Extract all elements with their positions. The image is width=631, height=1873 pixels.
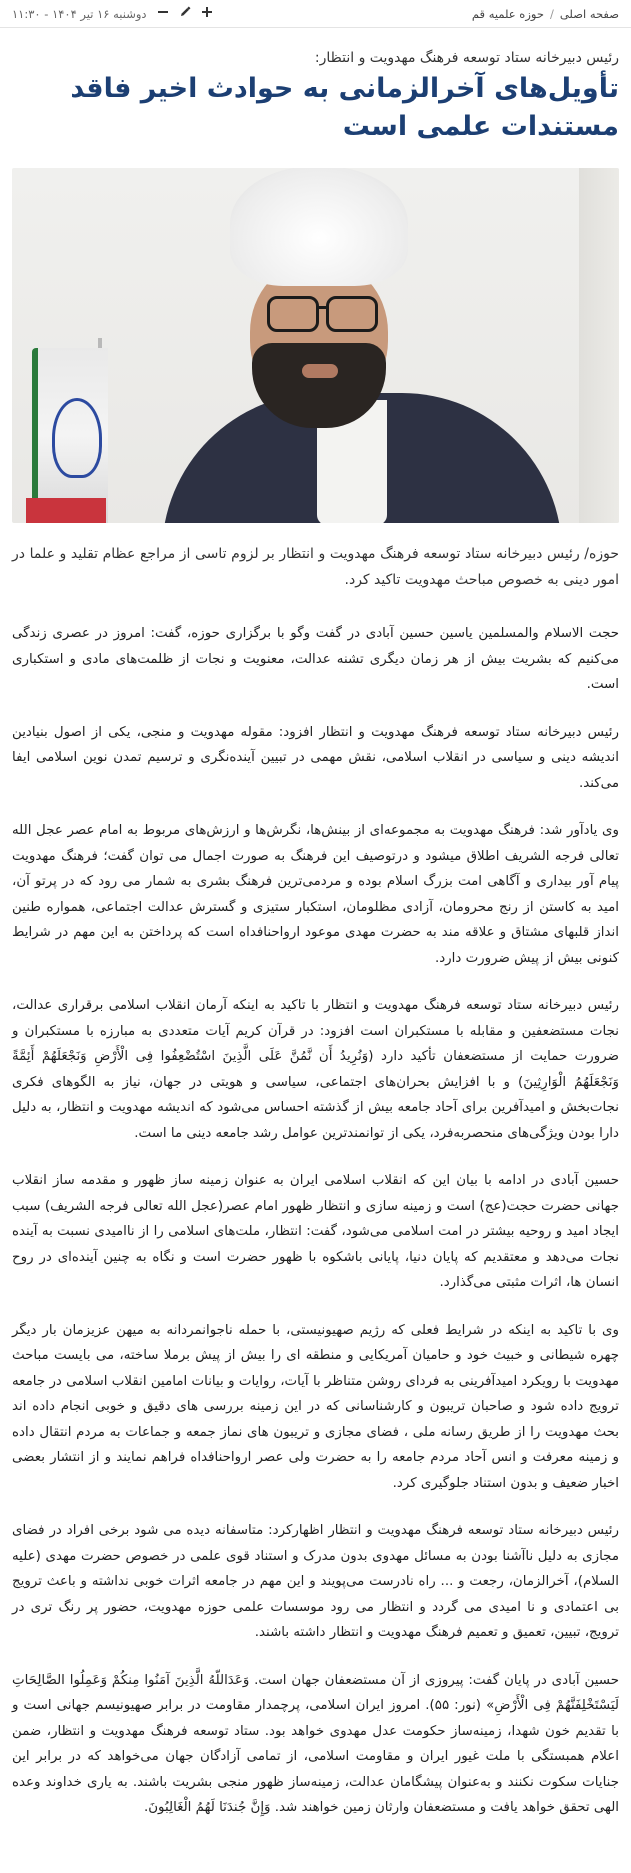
paragraph: حسین آبادی در ادامه با بیان این که انقلاب اسلامی ایران به عنوان زمینه ساز ظهور و مقدمه ساز انقلاب جهانی حضرت حجت(عج) است و زمینه سازی و انتظار ظهور امام عصر(عجل الله تعالی فرجه الشریف) سبب ایجاد امید و روحیه بیشتر در امت اسلامی می‌شود، گفت: انتظار، ملت‌های اسلامی را از ناامیدی نسبت به آینده نجات می‌دهد و معتقدیم که پایان دنیا، پایانی باشکوه با ظهور حضرت است و نگاه به چنین آینده‌ای در روح انسان ها، اثرات مثبتی می‌گذارد. [12, 1173, 619, 1290]
paragraph: رئیس دبیرخانه ستاد توسعه فرهنگ مهدویت و انتظار با تاکید به اینکه آرمان انقلاب اسلامی برقراری عدالت، نجات مستضعفین و مقابله با مستکبران است افزود: در قرآن کریم آیات متعددی به مبارزه با مستکبران و ضرورت حمایت از مستضعفان تأکید دارد (وَنُرِیدُ أَن نَّمُنَّ عَلَى الَّذِینَ اسْتُضْعِفُوا فِی الْأَرْضِ وَنَجْعَلَهُمْ أَئِمَّةً وَنَجْعَلَهُمُ الْوَارِثِینَ) و با افزایش بحران‌های اجتماعی، سیاسی و هویتی در جهان، نیاز به الگوهای فکری نجات‌بخش و امیدآفرین برای آحاد جامعه بیش از گذشته احساس می‌شود که اندیشه مهدویت و انتظار، به دلیل دارا بودن ویژگی‌های منحصربه‌فرد، یکی از توانمندترین عوامل رشد جامعه دینی ما است. [12, 998, 619, 1141]
breadcrumb-separator: / [549, 6, 554, 21]
article [0, 50, 631, 1821]
article-kicker: رئیس دبیرخانه ستاد توسعه فرهنگ مهدویت و انتظار: [314, 50, 619, 66]
article-lead: حوزه/ رئیس دبیرخانه ستاد توسعه فرهنگ مهدویت و انتظار بر لزوم تاسی از مراجع عظام تقلید و علما در امور دینی به خصوص مباحث مهدویت تاکید کرد. [12, 546, 619, 588]
paragraph: وی با تاکید به اینکه در شرایط فعلی که رژیم صهیونیستی، با حمله ناجوانمردانه به میهن عزیزمان بار دیگر چهره شیطانی و خبیث خود و حامیان آمریکایی و منطقه ای را بیش از پیش برملا ساخته، می بایست مباحث مهدویت با رویکرد امیدآفرینی به فردای روشن متناظر با آیات، روایات و بیانات امامین انقلاب اسلامی در جامعه ترویج داده شود و صاحبان تریبون و کارشناسانی که در این زمینه بررسی های دقیق و خوبی انجام داده اند بحث مهدویت را از طریق رسانه ملی ، فضای مجازی و تریبون های نماز جمعه و جماعات به مردم انتقال داده و زمینه معرفت و انس آحاد مردم جامعه را به حضرت ولی عصر ارواحنافداه فراهم نمایند و از انتشار بعضی اخبار ضعیف و بدون استناد جلوگیری کرد. [12, 1322, 619, 1491]
breadcrumb-home[interactable]: صفحه اصلی [559, 6, 619, 21]
plus-icon[interactable] [201, 6, 213, 22]
paragraph: رئیس دبیرخانه ستاد توسعه فرهنگ مهدویت و انتظار افزود: مقوله مهدویت و منجی، یکی از اصول بنیادین اندیشه دینی و سیاسی در انقلاب اسلامی، نقش مهمی در تبیین آینده‌نگری و ترسیم تمدن نوین اسلامی ایفا می‌کند. [12, 724, 619, 791]
article-title: تأویل‌های آخرالزمانی به حوادث اخیر فاقد مستندات علمی است [70, 73, 619, 142]
paragraph: حجت الاسلام والمسلمین یاسین حسین آبادی در گفت وگو با برگزاری حوزه، گفت: امروز در عصری زندگی می‌کنیم که بشریت بیش از هر زمان دیگری تشنه عدالت، معنویت و نجات از ظلمت‌های مادی و استکباری است. [12, 626, 619, 692]
paragraph: حسین آبادی در پایان گفت: پیروزی از آن مستضعفان جهان است. وَعَدَاللّهُ الَّذِینَ آمَنُوا مِنکُمْ وَعَمِلُوا الصَّالِحَاتِ لَیَسْتَخْلِفَنَّهُمْ فِی الْأَرْضِ» (نور: ۵۵). امروز ایران اسلامی، پرچمدار مقاومت در برابر صهیونیسم جهانی است و با تقدیم خون شهدا، زمینه‌ساز حکومت عدل مهدوی خواهد بود. ستاد توسعه فرهنگ مهدویت و انتظار، ضمن اعلام همبستگی با ملت غیور ایران و مقاومت اسلامی، از تمامی آزادگان جهان می‌خواهد که در برابر این جنایات سکوت نکنند و به‌عنوان پیشگامان عدالت، زمینه‌ساز ظهور منجی بشریت باشند. به یاری خداوند وعده الهی تحقق خواهد یافت و مستضعفان وارثان زمین خواهند شد. وَإِنَّ جُندَنَا لَهُمُ الْغَالِبُونَ. [12, 1672, 619, 1815]
publish-date: دوشنبه ۱۶ تیر ۱۴۰۴ - ۱۱:۳۰ [12, 6, 147, 21]
minus-icon[interactable] [157, 6, 169, 22]
breadcrumb-hawzeh-qom[interactable]: حوزه علمیه قم [471, 6, 544, 21]
breadcrumb [472, 7, 619, 21]
top-bar [0, 0, 631, 28]
paragraph: رئیس دبیرخانه ستاد توسعه فرهنگ مهدویت و انتظار اظهارکرد: متاسفانه دیده می شود برخی افراد در فضای مجازی به دلیل ناآشنا بودن به مسائل مهدوی بدون مدرک و استناد قوی علمی در خصوص حضرت مهدی (علیه السلام)، آخرالزمان، رجعت و ... راه نادرست می‌پویند و این مهم در جامعه اثرات خوبی نداشته و باعث ترویج بی اعتمادی و نا امیدی می گردد و انتظار می رود موسسات علمی حوزه مهدویت، حضور پر رنگ تری در ترویج، تبیین، تعمیق و تعمیم فرهنگ مهدویت و انتظار داشته باشند. [12, 1523, 619, 1640]
paragraph: وی یادآور شد: فرهنگ مهدویت به مجموعه‌ای از بینش‌ها، نگرش‌ها و ارزش‌های مربوط به امام عصر عجل الله تعالی فرجه الشریف اطلاق میشود و درتوصیف این فرهنگ به صورت اجمال می توان گفت؛ فرهنگ مهدویت پیام آور بیداری و آگاهی امت بزرگ اسلام بوده و مردمی‌ترین فرهنگ بشری به شمار می رود که در پرتو آن، امید به کاستن از رنج محرومان، آزادی مظلومان، استکبار ستیزی و گسترش عدالت اجتماعی، همواره طنین انداز قلبهای مشتاق و علاقه مند به حضرت مهدی موعود ارواحنافداه است که پرداختن به این مهم در شرایط کنونی بیش از پیش ضرورت دارد. [12, 823, 619, 966]
article-body [12, 621, 619, 1821]
article-photo [12, 168, 619, 523]
toolbar [12, 6, 213, 22]
pencil-icon[interactable] [179, 6, 191, 22]
